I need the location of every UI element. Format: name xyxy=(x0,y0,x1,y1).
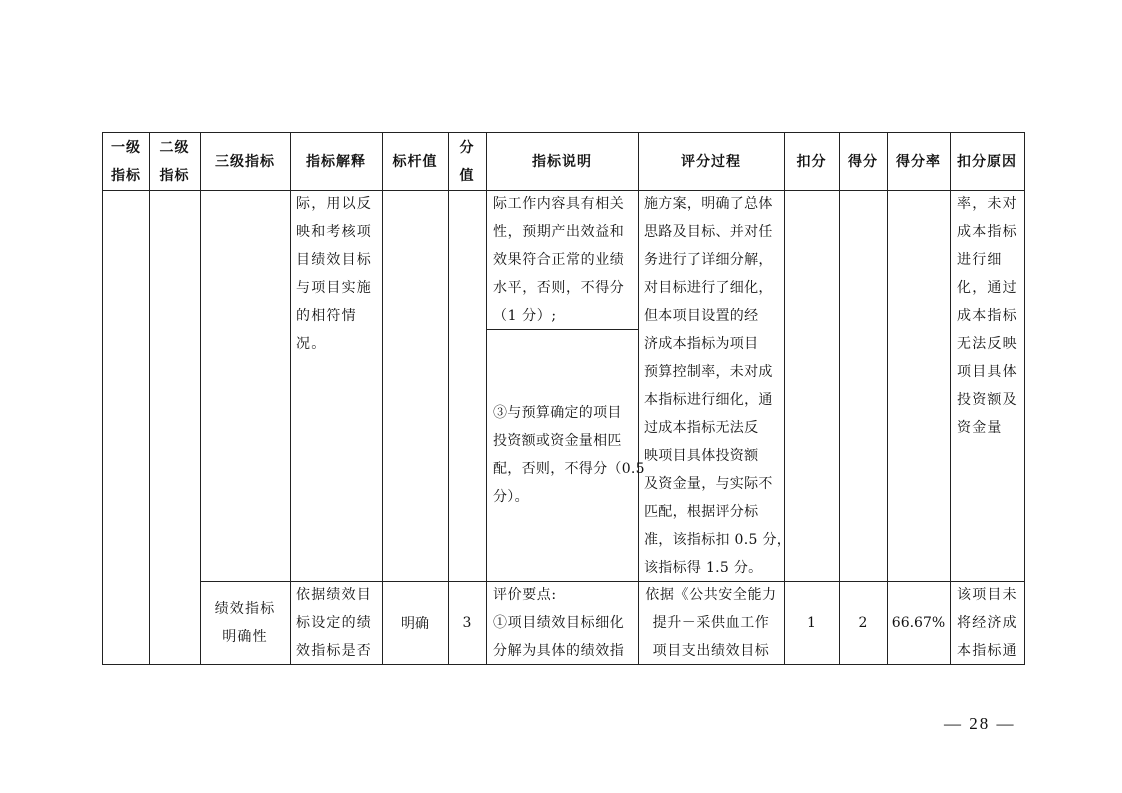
column-divider xyxy=(887,133,888,664)
row2-score: 2 xyxy=(858,615,868,631)
row1-process: 施方案，明确了总体 思路及目标、并对任 务进行了详细分解， 对目标进行了细化， 但本项目设置的经 济成本指标为项目 预算控制率，未对成 本指标进行细化，通 过成本指标无法反 映项目具体投资额 及资金量，与实际不 匹配，根据评分标 准，该指标扣 0.5 分， 该指标得 1.5 分。 xyxy=(644,196,792,576)
row2-description: 评价要点: ①项目绩效目标细化 分解为具体的绩效指 xyxy=(493,587,625,659)
header-level3: 三级指标 xyxy=(215,153,275,170)
row2-process: 依据《公共安全能力 提升－采供血工作 项目支出绩效目标 xyxy=(645,587,777,659)
row2-deduction: 1 xyxy=(807,615,816,631)
header-rate: 得分率 xyxy=(896,153,941,170)
evaluation-table xyxy=(102,132,1025,665)
row2-score-value: 3 xyxy=(462,615,472,631)
header-description: 指标说明 xyxy=(532,153,592,170)
header-score: 得分 xyxy=(848,153,878,170)
column-divider xyxy=(149,133,150,664)
header-level2: 二级 指标 xyxy=(159,139,190,184)
column-divider xyxy=(382,133,383,664)
row2-explanation: 依据绩效目 标设定的绩 效指标是否 xyxy=(296,587,372,659)
column-divider xyxy=(290,133,291,664)
page-number: — 28 — xyxy=(944,714,1016,733)
header-deduction: 扣分 xyxy=(796,153,827,170)
column-divider xyxy=(950,133,951,664)
row1-explanation: 际，用以反 映和考核项 目绩效目标 与项目实施 的相符情 况。 xyxy=(296,196,372,352)
header-level1: 一级 指标 xyxy=(111,139,141,184)
header-score-value: 分 值 xyxy=(459,139,475,184)
row1-reason: 率，未对 成本指标 进行细 化，通过 成本指标 无法反映 项目具体 投资额及 资金量 xyxy=(957,196,1018,436)
header-reason: 扣分原因 xyxy=(957,153,1017,170)
header-benchmark: 标杆值 xyxy=(392,153,438,170)
row1-description-b: ③与预算确定的项目 投资额或资金量相匹 配，否则，不得分（0.5 分）。 xyxy=(493,405,645,505)
column-divider xyxy=(200,133,201,664)
row1-description-a: 际工作内容具有相关 性，预期产出效益和 效果符合正常的业绩 水平，否则，不得分 （1 分）; xyxy=(493,196,625,324)
row2-rate: 66.67% xyxy=(891,615,946,631)
row2-level3: 绩效指标 明确性 xyxy=(214,601,276,645)
row2-reason: 该项目未 将经济成 本指标通 xyxy=(957,587,1018,659)
header-explanation: 指标解释 xyxy=(306,153,366,170)
row2-benchmark: 明确 xyxy=(401,616,429,632)
column-divider xyxy=(839,133,840,664)
column-divider xyxy=(486,133,487,664)
column-divider xyxy=(448,133,449,664)
header-process: 评分过程 xyxy=(681,153,741,170)
